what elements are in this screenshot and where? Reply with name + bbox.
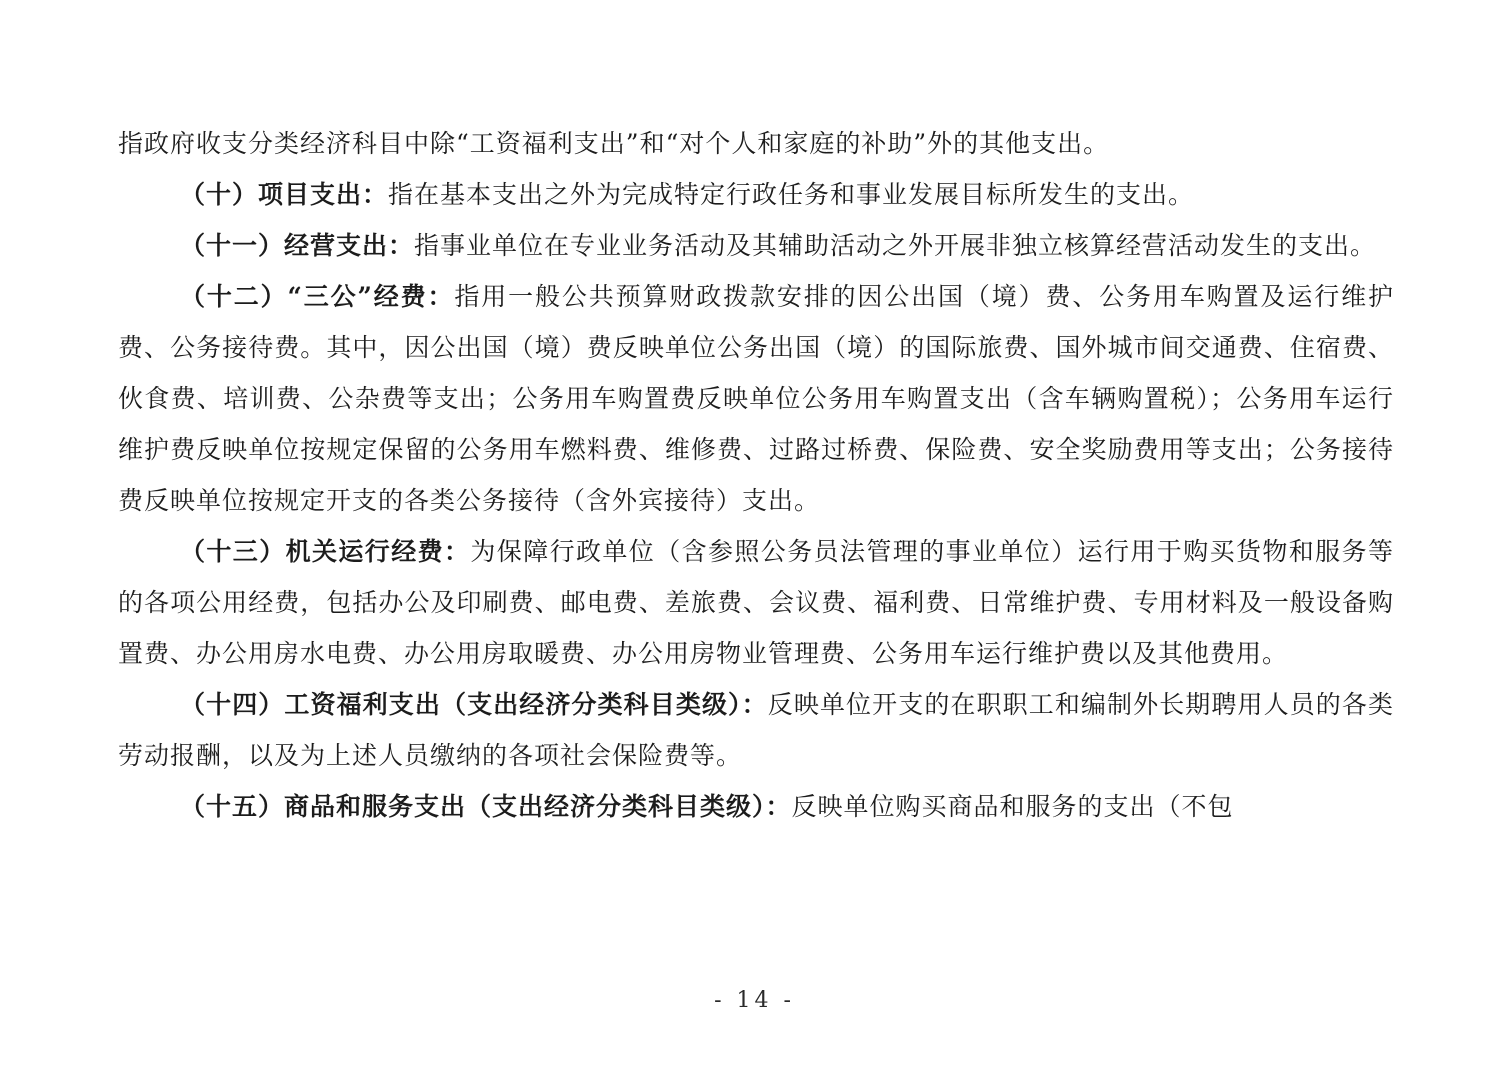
paragraph-body: 指在基本支出之外为完成特定行政任务和事业发展目标所发生的支出。 xyxy=(388,180,1195,209)
paragraph-term: （十一）经营支出： xyxy=(180,231,415,260)
paragraph-term: （十三）机关运行经费： xyxy=(180,537,471,566)
paragraph-project-expenditure xyxy=(118,169,1394,220)
page-number: - 14 - xyxy=(714,988,795,1013)
paragraph-body: 为保障行政单位（含参照公务员法管理的事业单位）运行用于购买货物和服务等的各项公用经费，包括办公及印刷费、邮电费、差旅费、会议费、福利费、日常维护费、专用材料及一般设备购置费、办公用房水电费、办公用房取暖费、办公用房物业管理费、公务用车运行维护费以及其他费用。 xyxy=(118,537,1394,668)
paragraph-operating-expenditure xyxy=(118,220,1394,271)
paragraph-body: 反映单位购买商品和服务的支出（不包 xyxy=(791,792,1234,821)
paragraph-agency-operating-costs xyxy=(118,526,1394,679)
paragraph-body: 指事业单位在专业业务活动及其辅助活动之外开展非独立核算经营活动发生的支出。 xyxy=(414,231,1377,260)
paragraph-body: 指用一般公共预算财政拨款安排的因公出国（境）费、公务用车购置及运行维护费、公务接待费。其中，因公出国（境）费反映单位公务出国（境）的国际旅费、国外城市间交通费、住宿费、伙食费、培训费、公杂费等支出；公务用车购置费反映单位公务用车购置支出（含车辆购置税）；公务用车运行维护费反映单位按规定保留的公务用车燃料费、维修费、过路过桥费、保险费、安全奖励费用等支出；公务接待费反映单位按规定开支的各类公务接待（含外宾接待）支出。 xyxy=(118,282,1394,515)
paragraph-three-public-expenses xyxy=(118,271,1394,526)
paragraph-goods-services xyxy=(118,781,1394,832)
paragraph-term: （十）项目支出： xyxy=(180,180,389,209)
paragraph-term: （十五）商品和服务支出（支出经济分类科目类级）： xyxy=(180,792,792,821)
document-page xyxy=(118,118,1394,832)
paragraph-continuation xyxy=(118,118,1394,169)
paragraph-body: 指政府收支分类经济科目中除“工资福利支出”和“对个人和家庭的补助”外的其他支出。 xyxy=(118,129,1110,158)
paragraph-term: （十四）工资福利支出（支出经济分类科目类级）： xyxy=(180,690,768,719)
paragraph-wage-welfare xyxy=(118,679,1394,781)
paragraph-body: 反映单位开支的在职职工和编制外长期聘用人员的各类劳动报酬，以及为上述人员缴纳的各项社会保险费等。 xyxy=(118,690,1394,770)
paragraph-term: （十二）“三公”经费： xyxy=(180,282,455,311)
